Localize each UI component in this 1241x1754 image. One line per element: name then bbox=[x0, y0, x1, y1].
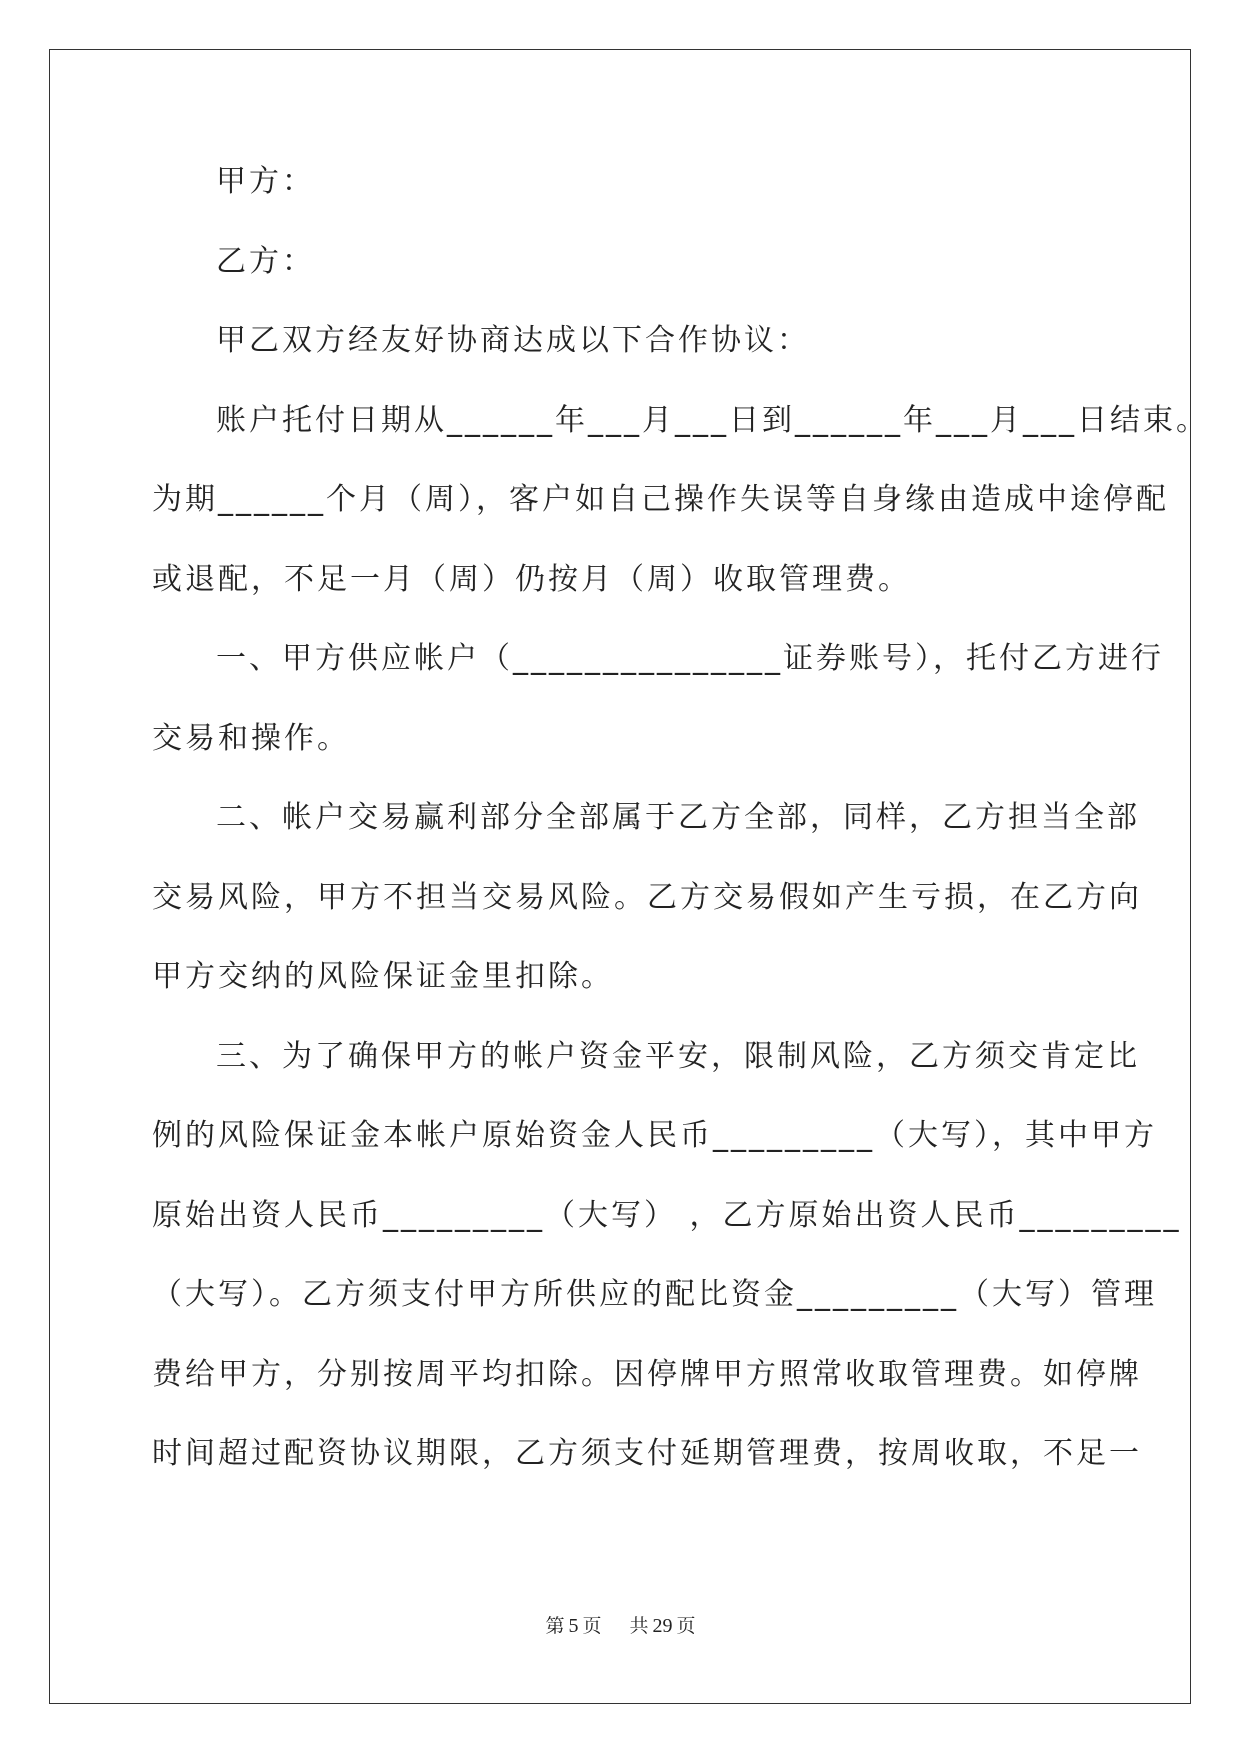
clause-3-line: 费给甲方，分别按周平均扣除。因停牌甲方照常收取管理费。如停牌 bbox=[152, 1356, 1142, 1392]
paragraph-line: 为期______个月（周），客户如自己操作失误等自身缘由造成中途停配 bbox=[152, 482, 1169, 517]
paragraph-line: 账户托付日期从______年___月___日到______年___月___日结束。 bbox=[216, 402, 1209, 438]
clause-3-line: 原始出资人民币_________（大写） ，乙方原始出资人民币_________ bbox=[152, 1197, 1182, 1233]
page-suffix: 页 bbox=[582, 1615, 602, 1637]
document-body bbox=[152, 162, 1209, 1514]
paragraph-line: 或退配，不足一月（周）仍按月（周）收取管理费。 bbox=[152, 561, 911, 597]
party-a-line: 甲方： bbox=[216, 164, 315, 199]
clause-2-line: 交易风险，甲方不担当交易风险。乙方交易假如产生亏损，在乙方向 bbox=[152, 879, 1142, 915]
page-number: 5 bbox=[568, 1615, 579, 1637]
clause-3-line: 三、为了确保甲方的帐户资金平安，限制风险，乙方须交肯定比 bbox=[216, 1038, 1140, 1074]
page-prefix: 第 bbox=[545, 1615, 565, 1637]
clause-1-line: 一、甲方供应帐户（_______________证券账号），托付乙方进行 bbox=[216, 641, 1164, 676]
page-footer bbox=[0, 1611, 1241, 1638]
clause-2-line: 甲方交纳的风险保证金里扣除。 bbox=[152, 959, 614, 994]
total-suffix: 页 bbox=[676, 1615, 696, 1637]
total-pages: 29 bbox=[652, 1615, 673, 1637]
clause-3-line: （大写）。乙方须支付甲方所供应的配比资金_________（大写）管理 bbox=[152, 1277, 1157, 1312]
agreement-intro: 甲乙双方经友好协商达成以下合作协议： bbox=[216, 323, 810, 358]
total-prefix: 共 bbox=[629, 1615, 649, 1637]
clause-1-line: 交易和操作。 bbox=[152, 720, 350, 756]
party-b-line: 乙方： bbox=[216, 243, 315, 279]
clause-2-line: 二、帐户交易赢利部分全部属于乙方全部，同样，乙方担当全部 bbox=[216, 800, 1140, 835]
clause-3-line: 例的风险保证金本帐户原始资金人民币_________（大写），其中甲方 bbox=[152, 1118, 1157, 1153]
clause-3-line: 时间超过配资协议期限，乙方须支付延期管理费，按周收取，不足一 bbox=[152, 1436, 1142, 1471]
